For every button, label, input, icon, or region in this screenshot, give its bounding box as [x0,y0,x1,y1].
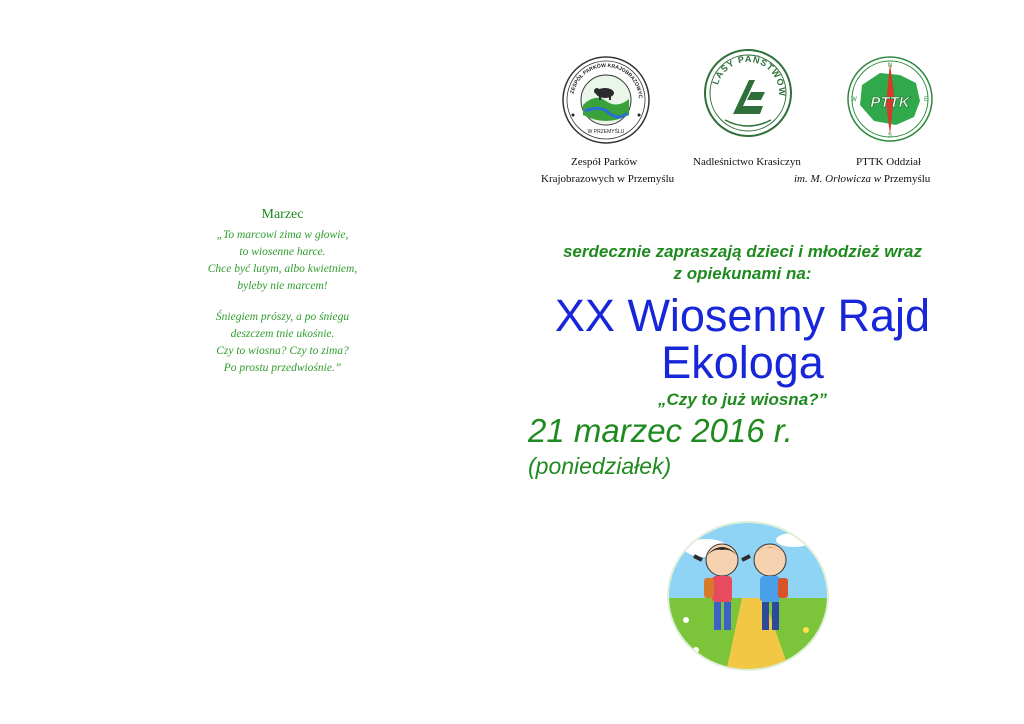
event-title-line2: Ekologa [661,337,824,388]
poem-line: Chce być lutym, albo kwietniem, [207,263,358,275]
kids-illustration [666,520,830,677]
poem-title: Marzec [261,207,304,222]
svg-text:LASY PAŃSTWOWE: LASY PAŃSTWOW [710,53,788,97]
invitation-line1: serdecznie zapraszają dzieci i młodzież wraz [562,242,923,261]
poem-line: byleby nie marcem! [237,280,328,292]
stanza-gap [170,295,395,309]
bear-landscape-icon [561,55,651,145]
poem-line: deszczem tnie ukośnie. [230,328,335,340]
invitation-line2: z opiekunami na: [673,264,812,283]
hiking-kids-icon [666,520,830,672]
forests-logo [703,48,793,143]
compass-map-icon [846,55,934,143]
svg-text:W: W [851,97,857,103]
event-date: 21 marzec 2016 r. [528,412,793,449]
poem-line: Po prostu przedwiośnie.” [223,362,342,374]
org-parks-line2: Krajobrazowych w Przemyślu [541,173,675,185]
org-pttk-line1: PTTK Oddział [856,156,922,168]
forest-tree-icon [703,48,793,138]
pttk-logo [846,55,934,148]
poem [170,207,395,377]
event-weekday: (poniedziałek) [528,453,672,479]
poem-line: „To marcowi zima w głowie, [216,229,349,241]
svg-text:PTTK: PTTK [870,94,910,111]
svg-text:ZESPÓŁ PARKÓW KRAJOBRAZOWYCH: ZESPÓŁ PARKÓW KRAJOBRAZOWYC [569,62,643,99]
org-pttk-line2 [794,171,930,188]
org-pttk-patron: im. M. Orłowicza w [794,173,882,185]
poem-line: to wiosenne harce. [239,246,326,258]
svg-text:W PRZEMYŚLU: W PRZEMYŚLU [587,129,625,135]
event-title-line1: XX Wiosenny Rajd [554,290,931,341]
event-motto: „Czy to już wiosna?” [657,390,828,409]
org-pttk-city: Przemyślu [883,173,931,185]
poem-line: Czy to wiosna? Czy to zima? [216,345,349,357]
svg-text:N: N [887,63,893,69]
poem-line: Śniegiem prószy, a po śniegu [215,311,350,323]
svg-text:S: S [887,133,893,139]
parks-logo [561,55,651,150]
org-forest: Nadleśnictwo Krasiczyn [693,156,801,168]
svg-text:E: E [923,97,929,103]
org-parks-line1: Zespół Parków [571,156,638,168]
